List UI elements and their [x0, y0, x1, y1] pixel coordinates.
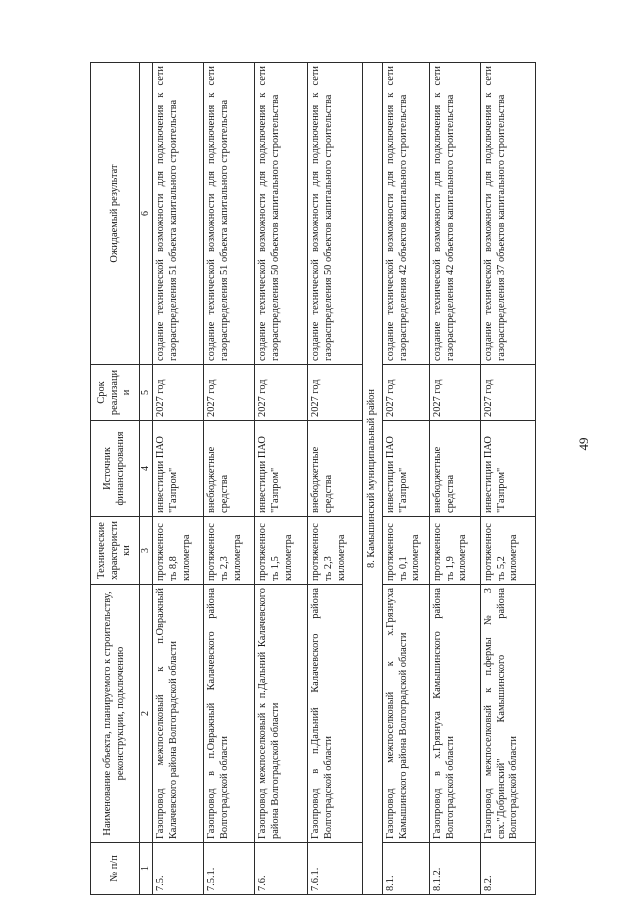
row-technical: протяженность 1,9 километра [429, 517, 480, 585]
table-row [382, 63, 429, 895]
row-number: 7.5.1. [204, 843, 255, 895]
row-number: 8.1.2. [429, 843, 480, 895]
row-financing: инвестиции ПАО "Газпром" [382, 421, 429, 517]
header-object-name: Наименование объекта, планируемого к строительству, реконструкции, подключению [91, 585, 140, 843]
table-row [308, 63, 363, 895]
row-number: 8.2. [480, 843, 535, 895]
table-row [480, 63, 535, 895]
row-term: 2027 год [204, 365, 255, 421]
row-result: создание технической возможности для подключения к сети газораспределения 51 объекта капитального строительства [204, 63, 255, 365]
row-term: 2027 год [382, 365, 429, 421]
header-term: Срок реализации [91, 365, 140, 421]
header-technical: Технические характеристики [91, 517, 140, 585]
row-result: создание технической возможности для подключения к сети газораспределения 42 объектов капитального строительства [429, 63, 480, 365]
header-number: № п/п [91, 843, 140, 895]
section-row [363, 63, 383, 895]
section-title: 8. Камышинский муниципальный район [363, 63, 383, 895]
header-result: Ожидаемый результат [91, 63, 140, 365]
row-technical: протяженность 0,1 километра [382, 517, 429, 585]
row-term: 2027 год [255, 365, 308, 421]
row-number: 7.5. [153, 843, 204, 895]
row-number: 7.6.1. [308, 843, 363, 895]
row-number: 8.1. [382, 843, 429, 895]
column-number: 5 [140, 365, 153, 421]
row-object-name: Газопровод межпоселковый к п.Дальний Калачевского района Волгоградской области [255, 585, 308, 843]
row-technical: протяженность 2,3 километра [308, 517, 363, 585]
table-row [204, 63, 255, 895]
row-financing: внебюджетные средства [429, 421, 480, 517]
row-financing: инвестиции ПАО "Газпром" [480, 421, 535, 517]
table-row [255, 63, 308, 895]
row-object-name: Газопровод межпоселковый к п.Овражный Калачевского района Волгоградской области [153, 585, 204, 843]
row-object-name: Газопровод межпоселковый к п.фермы № 3 свх."Добринский" Камышинского района Волгоградской области [480, 585, 535, 843]
header-row [91, 63, 140, 895]
row-result: создание технической возможности для подключения к сети газораспределения 42 объектов капитального строительства [382, 63, 429, 365]
column-number: 6 [140, 63, 153, 365]
column-numbers-row [140, 63, 153, 895]
row-term: 2027 год [308, 365, 363, 421]
investment-table [90, 62, 536, 895]
row-result: создание технической возможности для подключения к сети газораспределения 51 объекта капитального строительства [153, 63, 204, 365]
page-number: 49 [576, 437, 591, 451]
row-result: создание технической возможности для подключения к сети газораспределения 50 объектов капитального строительства [255, 63, 308, 365]
row-term: 2027 год [429, 365, 480, 421]
row-financing: инвестиции ПАО "Газпром" [153, 421, 204, 517]
row-technical: протяженность 5,2 километра [480, 517, 535, 585]
row-result: создание технической возможности для подключения к сети газораспределения 50 объектов капитального строительства [308, 63, 363, 365]
row-object-name: Газопровод в х.Грязнуха Камышинского района Волгоградской области [429, 585, 480, 843]
column-number: 2 [140, 585, 153, 843]
row-term: 2027 год [153, 365, 204, 421]
row-financing: инвестиции ПАО "Газпром" [255, 421, 308, 517]
row-term: 2027 год [480, 365, 535, 421]
row-result: создание технической возможности для подключения к сети газораспределения 37 объектов капитального строительства [480, 63, 535, 365]
table-row [429, 63, 480, 895]
column-number: 3 [140, 517, 153, 585]
row-technical: протяженность 8,8 километра [153, 517, 204, 585]
column-number: 4 [140, 421, 153, 517]
row-technical: протяженность 2,3 километра [204, 517, 255, 585]
row-object-name: Газопровод в п.Дальний Калачевского района Волгоградской области [308, 585, 363, 843]
rotated-table-container [90, 63, 530, 895]
column-number: 1 [140, 843, 153, 895]
row-object-name: Газопровод в п.Овражный Калачевского района Волгоградской области [204, 585, 255, 843]
row-object-name: Газопровод межпоселковый к х.Грязнуха Камышинского района Волгоградской области [382, 585, 429, 843]
header-financing: Источник финансирования [91, 421, 140, 517]
row-technical: протяженность 1,5 километра [255, 517, 308, 585]
row-financing: внебюджетные средства [204, 421, 255, 517]
row-number: 7.6. [255, 843, 308, 895]
row-financing: внебюджетные средства [308, 421, 363, 517]
table-row [153, 63, 204, 895]
